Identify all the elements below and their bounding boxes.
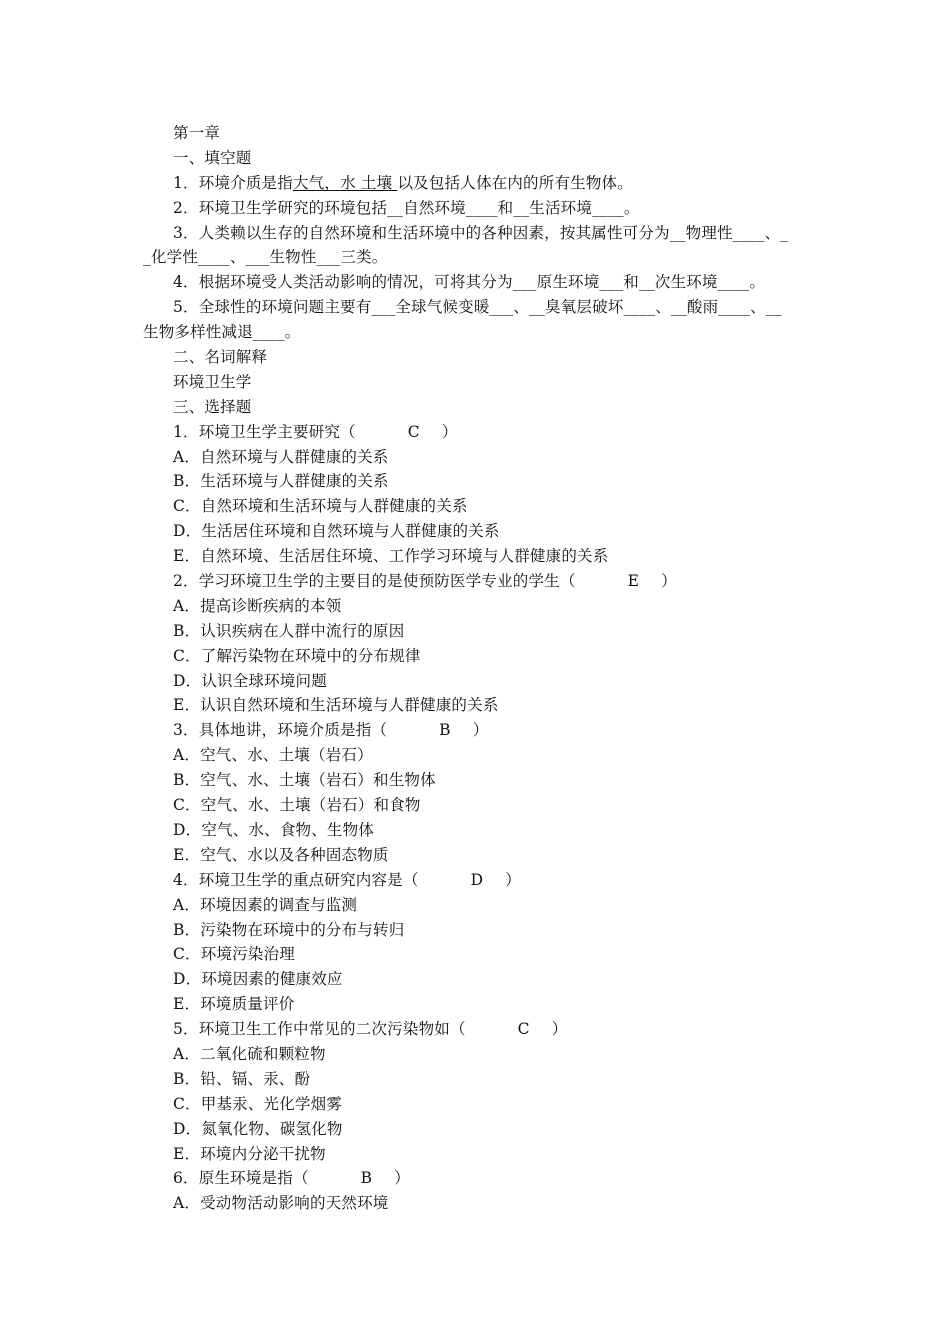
choice-question-stem <box>143 868 813 893</box>
choice-close-paren: ） <box>661 572 677 591</box>
choice-option: C．空气、水、土壤（岩石）和食物 <box>173 796 421 815</box>
fill-question-5-line-1: 5．全球性的环境问题主要有___全球气候变暖___、__臭氧层破坏____、__酸雨____、__ <box>173 298 782 317</box>
choice-option: E．认识自然环境和生活环境与人群健康的关系 <box>173 696 499 715</box>
section-heading-terms: 二、名词解释 <box>173 348 268 367</box>
choice-close-paren: ） <box>472 721 489 740</box>
choice-question-text: 4．环境卫生学的重点研究内容是（ <box>173 870 419 889</box>
choice-close-paren: ） <box>551 1020 568 1039</box>
fill-question-1-prefix: 1．环境介质是指 <box>173 173 293 192</box>
choice-question-text: 5．环境卫生工作中常见的二次污染物如（ <box>173 1020 466 1039</box>
choice-answer: E <box>627 572 640 591</box>
choice-option: A．受动物活动影响的天然环境 <box>173 1194 389 1213</box>
section-heading-choice: 三、选择题 <box>173 397 252 416</box>
term-item: 环境卫生学 <box>173 372 252 391</box>
choice-option: C．环境污染治理 <box>173 945 295 964</box>
choice-option: E．空气、水以及各种固态物质 <box>173 845 389 864</box>
fill-question-3-line-1: 3．人类赖以生存的自然环境和生活环境中的各种因素，按其属性可分为__物理性____、_ <box>173 223 789 242</box>
choice-option: D．环境因素的健康效应 <box>173 970 343 989</box>
choice-option: E．自然环境、生活居住环境、工作学习环境与人群健康的关系 <box>173 547 609 566</box>
choice-option: A．提高诊断疾病的本领 <box>173 596 342 615</box>
choice-option: B．空气、水、土壤（岩石）和生物体 <box>173 771 436 790</box>
choice-answer: C <box>407 422 420 441</box>
choice-close-paren: ） <box>441 422 458 441</box>
choice-option: E．环境内分泌干扰物 <box>173 1144 326 1163</box>
choice-option: D．生活居住环境和自然环境与人群健康的关系 <box>173 522 500 541</box>
choice-option: D．认识全球环境问题 <box>173 671 327 690</box>
choice-question-text: 2．学习环境卫生学的主要目的是使预防医学专业的学生（ <box>173 572 576 591</box>
choice-answer: D <box>470 870 484 889</box>
choice-option: B．铅、镉、汞、酚 <box>173 1069 311 1088</box>
choice-close-paren: ） <box>505 870 521 889</box>
choice-option: B．生活环境与人群健康的关系 <box>173 472 389 491</box>
choice-option: C．甲基汞、光化学烟雾 <box>173 1094 343 1113</box>
fill-question-5-line-2: 生物多样性减退____。 <box>143 323 301 342</box>
fill-question-2: 2．环境卫生学研究的环境包括__自然环境____和__生活环境____。 <box>173 198 640 217</box>
choice-option: B．污染物在环境中的分布与转归 <box>173 920 405 939</box>
choice-question-stem <box>143 1017 813 1042</box>
chapter-title: 第一章 <box>173 124 221 142</box>
choice-option: E．环境质量评价 <box>173 995 295 1014</box>
choice-answer: C <box>517 1020 530 1039</box>
fill-question-4: 4．根据环境受人类活动影响的情况，可将其分为___原生环境___和__次生环境____。 <box>173 273 766 292</box>
choice-option: B．认识疾病在人群中流行的原因 <box>173 621 405 640</box>
choice-question-stem <box>143 569 813 594</box>
choice-option: A．自然环境与人群健康的关系 <box>173 447 389 466</box>
choice-answer: B <box>439 721 451 740</box>
choice-question-stem <box>143 718 813 743</box>
choice-option: D．空气、水、食物、生物体 <box>173 820 375 839</box>
document-body <box>143 121 813 1216</box>
choice-answer: B <box>360 1169 373 1188</box>
choice-option: C．自然环境和生活环境与人群健康的关系 <box>173 497 468 516</box>
choice-option: A．环境因素的调查与监测 <box>173 895 358 914</box>
choice-close-paren: ） <box>394 1169 410 1188</box>
choice-question-text: 1．环境卫生学主要研究（ <box>173 422 356 441</box>
choice-question-list <box>143 420 813 1217</box>
fill-question-1-answer: 大气，水 土壤 <box>292 173 398 192</box>
choice-question-text: 3．具体地讲，环境介质是指（ <box>173 721 388 740</box>
choice-question-stem <box>143 420 813 445</box>
fill-question-3-line-2: _化学性____、___生物性___三类。 <box>143 248 388 267</box>
choice-option: C．了解污染物在环境中的分布规律 <box>173 646 421 665</box>
fill-question-1 <box>143 171 813 196</box>
fill-question-1-suffix: 以及包括人体在内的所有生物体。 <box>397 173 633 192</box>
choice-question-stem <box>143 1166 813 1191</box>
choice-option: A．空气、水、土壤（岩石） <box>173 746 373 765</box>
choice-option: D．氮氧化物、碳氢化物 <box>173 1119 343 1138</box>
section-heading-fill-blank: 一、填空题 <box>173 148 252 167</box>
choice-option: A．二氧化硫和颗粒物 <box>173 1044 326 1063</box>
choice-question-text: 6．原生环境是指（ <box>173 1169 309 1188</box>
